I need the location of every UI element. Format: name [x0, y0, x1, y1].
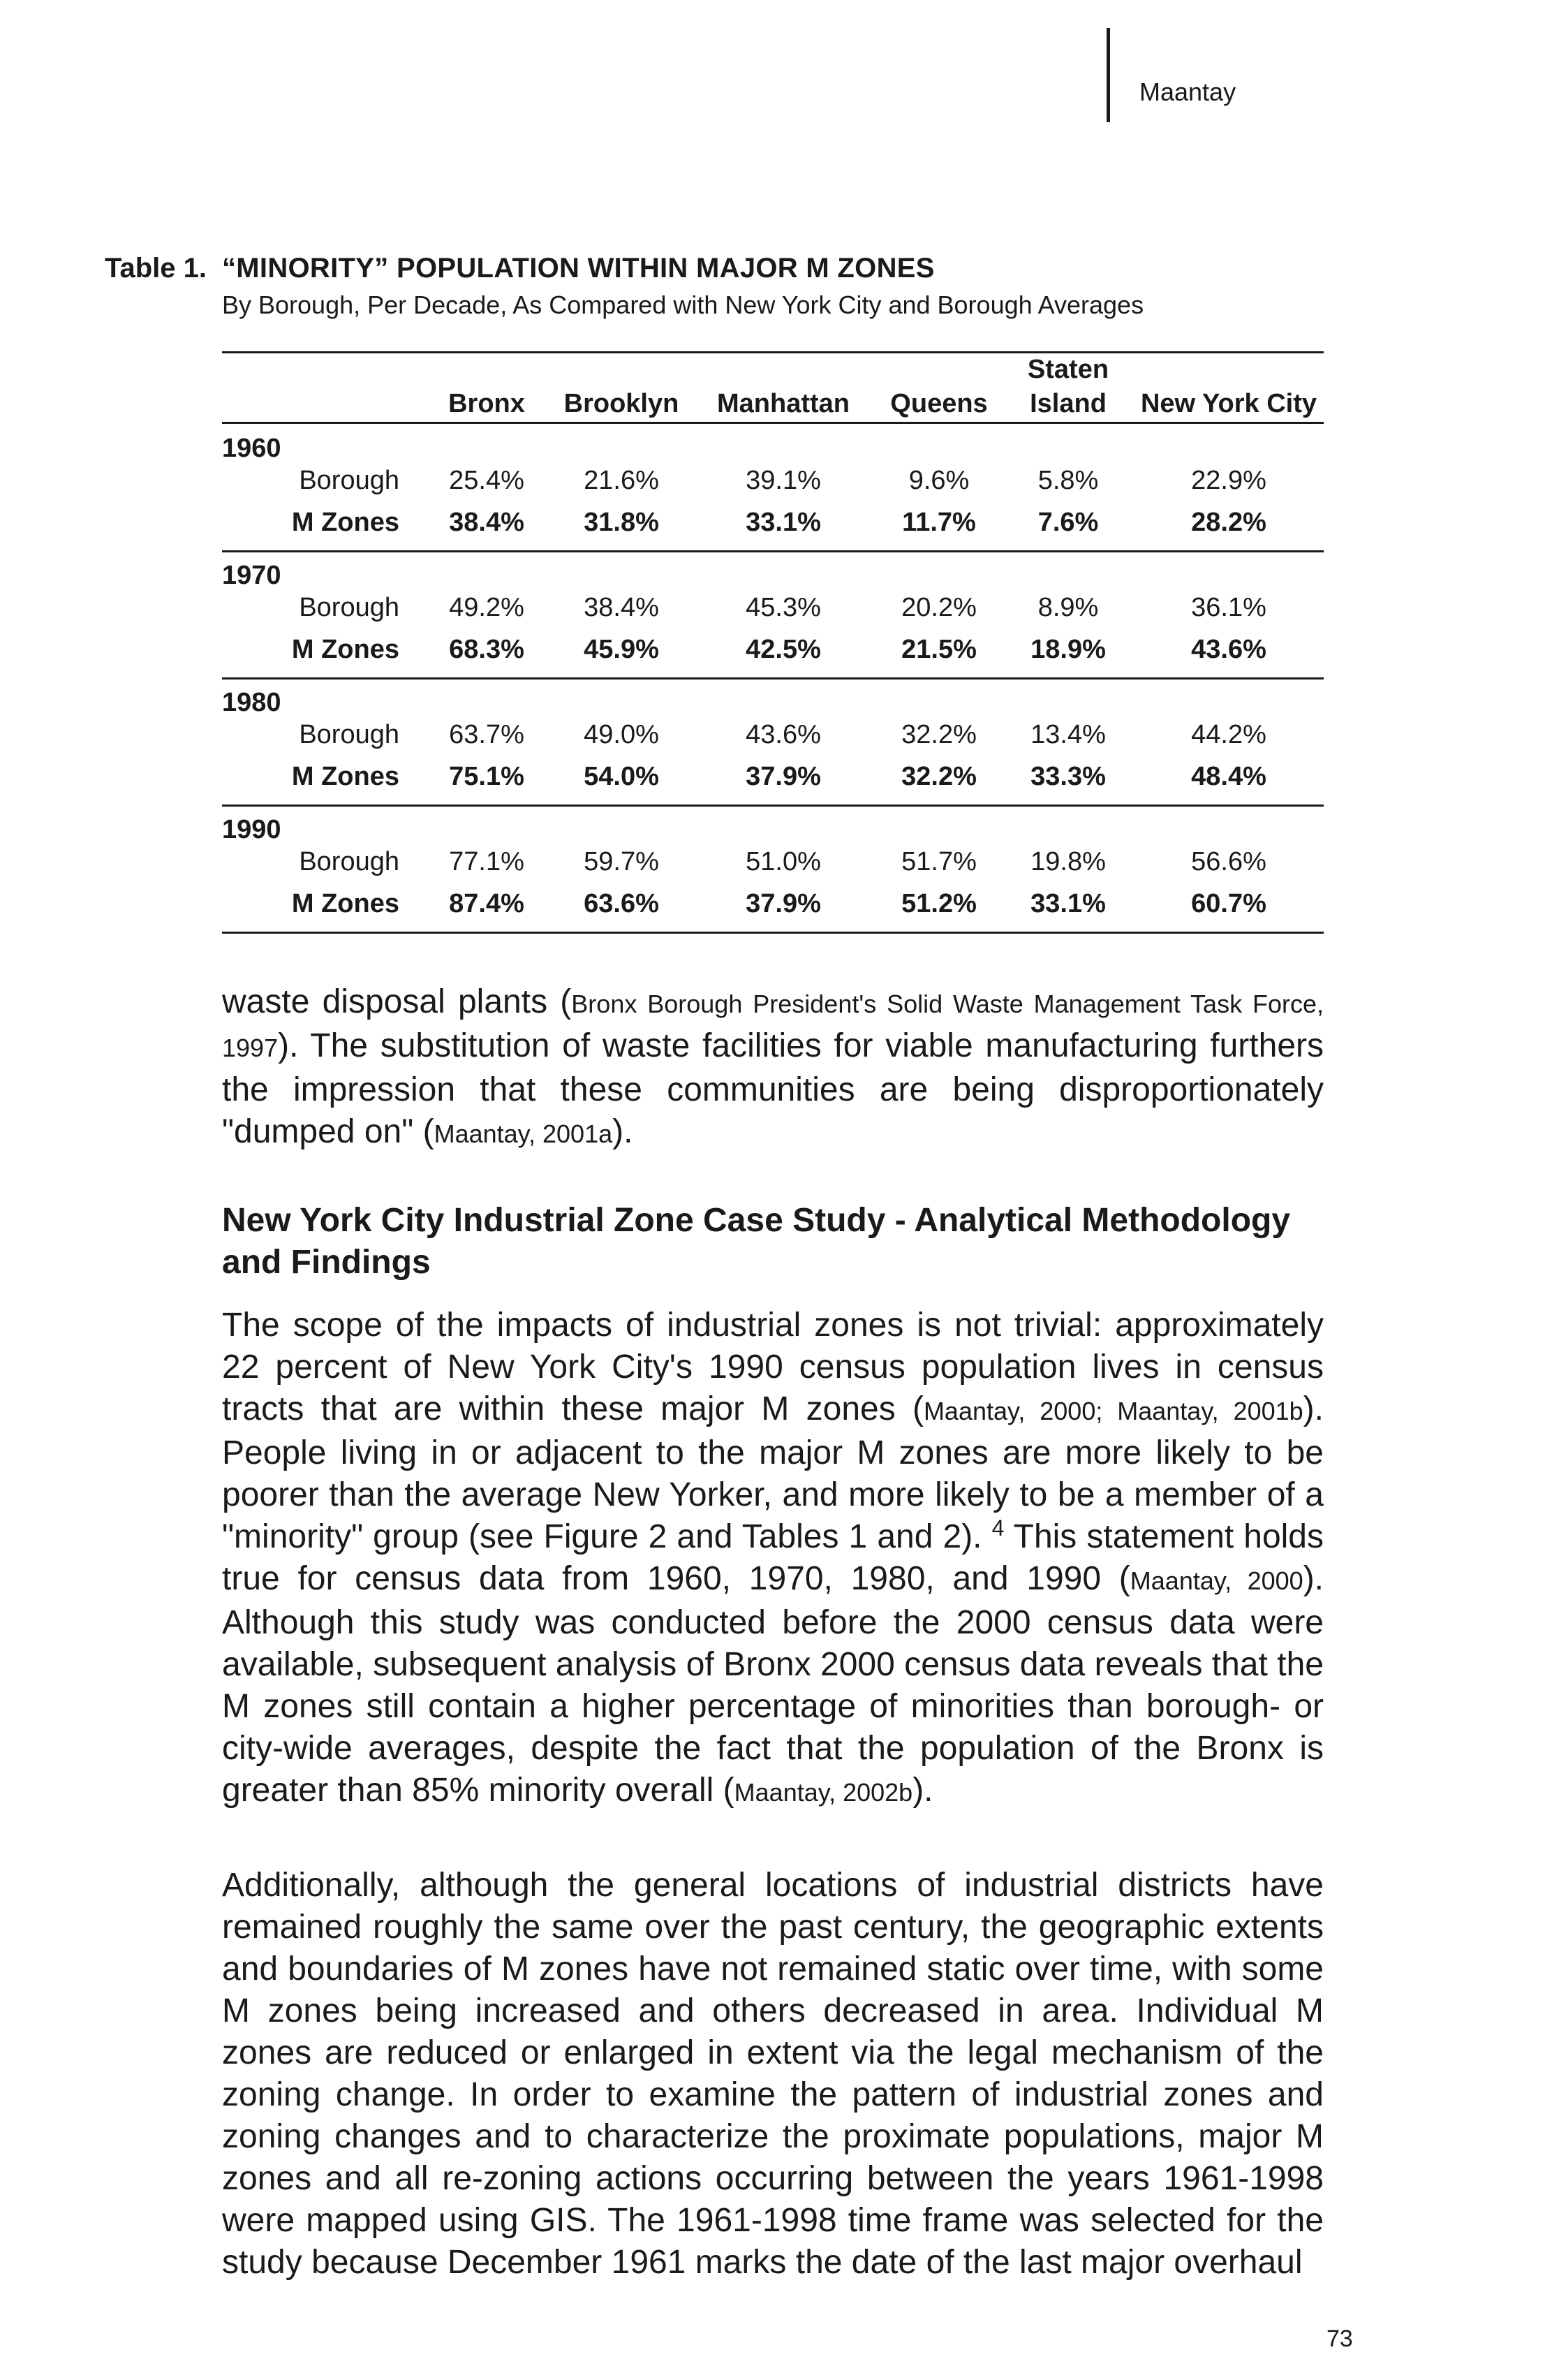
row-label-borough: Borough: [299, 466, 399, 495]
table-title: “MINORITY” POPULATION WITHIN MAJOR M ZONES: [222, 253, 935, 284]
decade-separator-rule: [222, 932, 1324, 934]
table-cell: 56.6%: [1191, 847, 1266, 876]
footnote-marker: 4: [991, 1515, 1005, 1541]
citation: Maantay, 2000: [1130, 1566, 1303, 1595]
table-cell: 54.0%: [584, 762, 659, 791]
table-cell: 33.1%: [746, 508, 821, 537]
decade-separator-rule: [222, 677, 1324, 680]
decade-label: 1980: [222, 688, 281, 717]
table-cell: 33.3%: [1030, 762, 1106, 791]
decade-label: 1960: [222, 434, 281, 463]
table-cell: 32.2%: [901, 762, 977, 791]
running-header-author: Maantay: [1139, 78, 1236, 106]
table-cell: 60.7%: [1191, 889, 1266, 918]
table-cell: 36.1%: [1191, 593, 1266, 622]
table-cell: 13.4%: [1030, 720, 1106, 749]
row-label-borough: Borough: [299, 593, 399, 622]
table-cell: 38.4%: [584, 593, 659, 622]
decade-label: 1990: [222, 815, 281, 844]
table-cell: 33.1%: [1030, 889, 1106, 918]
table-cell: 44.2%: [1191, 720, 1266, 749]
row-label-m-zones: M Zones: [291, 889, 399, 918]
table-cell: 20.2%: [901, 593, 977, 622]
citation: Maantay, 2000; Maantay, 2001b: [923, 1397, 1303, 1425]
table-cell: 42.5%: [746, 635, 821, 664]
table-cell: 59.7%: [584, 847, 659, 876]
table-cell: 48.4%: [1191, 762, 1266, 791]
table-cell: 32.2%: [901, 720, 977, 749]
table-cell: 49.0%: [584, 720, 659, 749]
table-cell: 22.9%: [1191, 466, 1266, 495]
table-cell: 51.2%: [901, 889, 977, 918]
table-cell: 9.6%: [908, 466, 970, 495]
table-cell: 37.9%: [746, 889, 821, 918]
row-label-borough: Borough: [299, 720, 399, 749]
citation: Bronx Borough President's Solid Waste Management Task Force, 1997: [222, 990, 1324, 1062]
citation: Maantay, 2001a: [434, 1119, 613, 1148]
table-cell: 38.4%: [449, 508, 524, 537]
table-cell: 8.9%: [1037, 593, 1099, 622]
table-cell: 75.1%: [449, 762, 524, 791]
paragraph-3: Additionally, although the general locations of industrial districts have remained roughly the same over the past century, the geographic extents and boundaries of M zones have not remained static over time, with some M zones being increased and others decreased in area. Individual M zones are reduced or enlarged in extent via the legal mechanism of the zoning change. In order to examine the pattern of industrial zones and zoning changes and to characterize the proximate populations, major M zones and all re-zoning actions occurring between the years 1961-1998 were mapped using GIS. The 1961-1998 time frame was selected for the study because December 1961 marks the date of the last major overhaul: [222, 1867, 1324, 2281]
table-cell: 5.8%: [1037, 466, 1099, 495]
table-cell: 19.8%: [1030, 847, 1106, 876]
table-cell: 31.8%: [584, 508, 659, 537]
paragraph-2: The scope of the impacts of industrial zones is not trivial: approximately 22 percent of New York City's 1990 census population lives in census tracts that are within these major M zones (Maantay, 2000; Maantay, 2001b). People living in or adjacent to the major M zones are more likely to be poorer than the average New Yorker, and more likely to be a member of a "minority" group (see Figure 2 and Tables 1 and 2). $^4$ This statement holds true for census data from 1960, 1970, 1980, and 1990 (Maantay, 2000). Although this study was conducted before the 2000 census data were available, subsequent analysis of Bronx 2000 census data reveals that the M zones still contain a higher percentage of minorities than borough- or city-wide averages, despite the fact that the population of the Bronx is greater than 85% minority overall (Maantay, 2002b).: [222, 1307, 1324, 1809]
table-top-rule: [222, 351, 1324, 353]
table-subtitle: By Borough, Per Decade, As Compared with New York City and Borough Averages: [222, 291, 1144, 319]
col-header-bronx: Bronx: [448, 389, 525, 418]
table-cell: 63.6%: [584, 889, 659, 918]
col-header-staten: Staten: [1027, 355, 1109, 384]
paragraph-1: waste disposal plants (Bronx Borough President's Solid Waste Management Task Force, 1997). The substitution of waste facilities for viable manufacturing furthers the impression that these communities are being disproportionately "dumped on" (Maantay, 2001a).: [222, 983, 1324, 1150]
col-header-island: Island: [1030, 389, 1107, 418]
table-cell: 45.9%: [584, 635, 659, 664]
col-header-manhattan: Manhattan: [717, 389, 850, 418]
table-cell: 21.6%: [584, 466, 659, 495]
col-header-new-york-city: New York City: [1140, 389, 1317, 418]
header-rule: [1107, 28, 1110, 122]
table-cell: 87.4%: [449, 889, 524, 918]
table-cell: 11.7%: [902, 508, 976, 537]
table-cell: 68.3%: [449, 635, 524, 664]
decade-separator-rule: [222, 550, 1324, 552]
page-number: 73: [1326, 2326, 1353, 2352]
col-header-queens: Queens: [890, 389, 988, 418]
table-cell: 51.7%: [901, 847, 977, 876]
table-cell: 49.2%: [449, 593, 524, 622]
table-cell: 18.9%: [1030, 635, 1106, 664]
table-cell: 43.6%: [1191, 635, 1266, 664]
table-cell: 51.0%: [746, 847, 821, 876]
table-cell: 39.1%: [746, 466, 821, 495]
decade-separator-rule: [222, 805, 1324, 807]
table-cell: 7.6%: [1037, 508, 1099, 537]
table-cell: 43.6%: [746, 720, 821, 749]
table-cell: 63.7%: [449, 720, 524, 749]
header-rule-bottom: [222, 422, 1324, 424]
citation: Maantay, 2002b: [734, 1778, 913, 1807]
table-cell: 21.5%: [901, 635, 977, 664]
table-label: Table 1.: [105, 253, 207, 284]
table-cell: 45.3%: [746, 593, 821, 622]
row-label-m-zones: M Zones: [291, 762, 399, 791]
decade-label: 1970: [222, 561, 281, 590]
table-cell: 77.1%: [449, 847, 524, 876]
table-cell: 25.4%: [449, 466, 524, 495]
table-cell: 37.9%: [746, 762, 821, 791]
col-header-brooklyn: Brooklyn: [563, 389, 679, 418]
section-heading: New York City Industrial Zone Case Study - Analytical Methodology and Findings: [222, 1202, 1291, 1281]
row-label-m-zones: M Zones: [291, 508, 399, 537]
row-label-m-zones: M Zones: [291, 635, 399, 664]
table-cell: 28.2%: [1191, 508, 1266, 537]
row-label-borough: Borough: [299, 847, 399, 876]
